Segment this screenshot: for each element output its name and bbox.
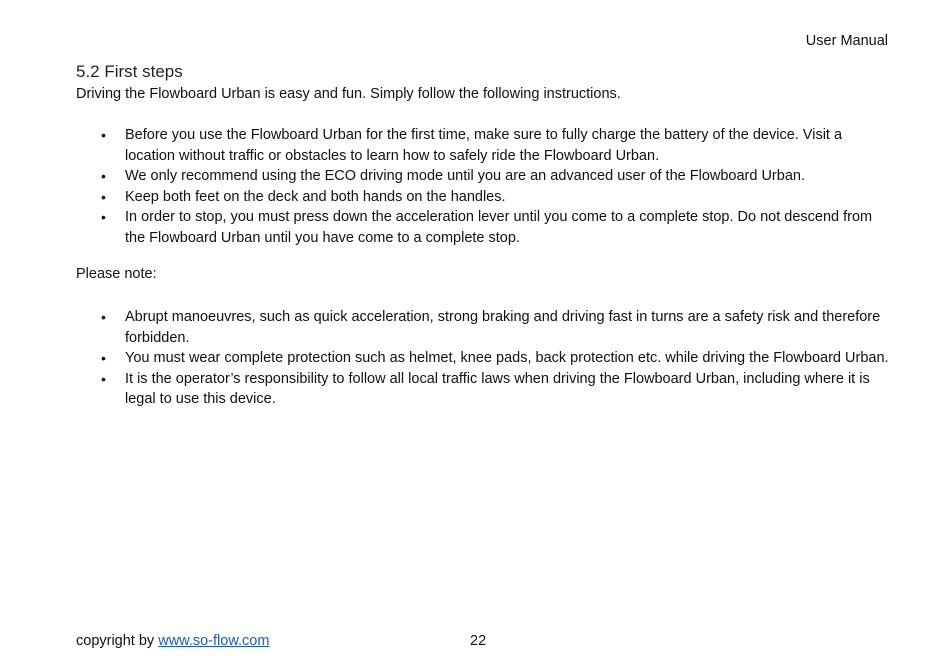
bullet-icon: • (101, 209, 106, 225)
list-item-text: You must wear complete protection such as helmet, knee pads, back protection etc. while driving the Flowboard Urban. (125, 350, 889, 366)
section-heading: 5.2 First steps (76, 62, 183, 81)
copyright-prefix: copyright by (76, 633, 159, 649)
list-item-text: It is the operator’s responsibility to follow all local traffic laws when driving the Flowboard Urban, including where it is legal to use this device. (125, 370, 870, 407)
bullet-icon: • (101, 188, 106, 205)
bullet-icon: • (101, 127, 106, 143)
list-item (76, 348, 891, 369)
note-label: Please note: (76, 266, 157, 282)
document-header-title: User Manual (805, 33, 888, 49)
footer-copyright (76, 633, 269, 649)
list-item-text: We only recommend using the ECO driving mode until you are an advanced user of the Flowboard Urban. (125, 168, 805, 184)
page-number: 22 (470, 633, 487, 649)
list-item (76, 307, 891, 348)
bullet-icon: • (101, 350, 106, 366)
list-item-text: Keep both feet on the deck and both hands on the handles. (125, 188, 506, 205)
list-item (76, 207, 891, 248)
safety-notes-list (76, 307, 891, 410)
list-item-text: Before you use the Flowboard Urban for the first time, make sure to fully charge the battery of the device. Visit a location without traffic or obstacles to learn how to safely ride the Flowboard Urban. (125, 127, 843, 164)
section-intro: Driving the Flowboard Urban is easy and fun. Simply follow the following instructions. (76, 86, 621, 102)
bullet-icon: • (101, 370, 106, 387)
list-item-text: In order to stop, you must press down the acceleration lever until you come to a complete stop. Do not descend from the Flowboard Urban until you have come to a complete stop. (125, 209, 873, 246)
list-item (76, 369, 891, 410)
first-steps-list (76, 125, 891, 248)
website-link[interactable]: www.so-flow.com (158, 633, 270, 649)
list-item (76, 187, 891, 208)
bullet-icon: • (101, 168, 106, 184)
bullet-icon: • (101, 309, 106, 325)
list-item (76, 166, 891, 187)
list-item (76, 125, 891, 166)
list-item-text: Abrupt manoeuvres, such as quick acceleration, strong braking and driving fast in turns are a safety risk and therefore forbidden. (125, 309, 881, 346)
